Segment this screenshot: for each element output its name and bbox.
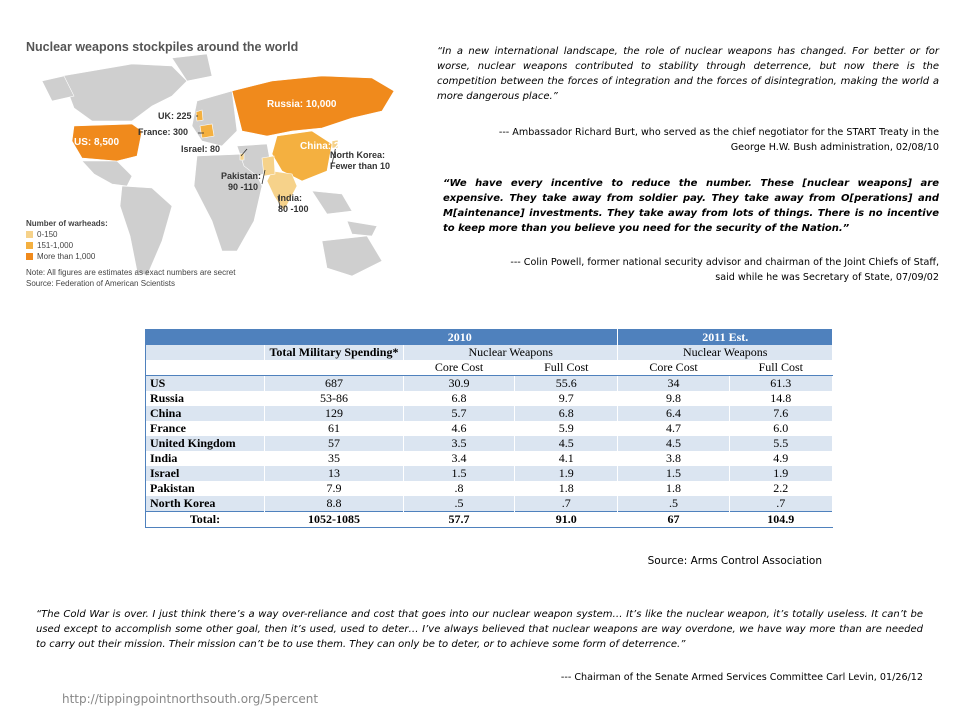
cell-core-2011: 9.8 [618, 391, 729, 406]
quote-levin: “The Cold War is over. I just think there’s a way over-reliance and cost that goes into our nuclear weapon system… It’s like the nuclear weapon, it’s totally useless. It can’t be used except to accomplish some other goal, then it’s used, used to deter… I’ve always believed that nuclear weapons are way overdone, we have way more than are needed to carry out their mission. Their mission can’t be to use them. They can only be to deter, or to achieve some form of deterrence.” [36, 609, 923, 650]
quote-burt: “In a new international landscape, the role of nuclear weapons has changed. For better or for worse, nuclear weapons contributed to stability through deterrence, but now there is the competition between the forces of integration and the forces of disintegration, making the world a more dangerous place.” [437, 46, 939, 102]
header-2011: 2011 Est. [618, 329, 833, 345]
cell-total-full-2011: 104.9 [729, 512, 832, 528]
legend-item-mid [26, 240, 108, 251]
map-south-america [120, 186, 172, 276]
cell-core-2011: 3.8 [618, 451, 729, 466]
header-total-military: Total Military Spending* [265, 345, 404, 360]
cell-core-2010: .8 [404, 481, 515, 496]
table-row [146, 466, 833, 481]
cell-military: 53-86 [265, 391, 404, 406]
table-row [146, 436, 833, 451]
cell-military: 13 [265, 466, 404, 481]
header-2010: 2010 [146, 329, 618, 345]
label-uk: UK: 225 [158, 111, 192, 121]
cell-country: Russia [146, 391, 265, 406]
map-title: Nuclear weapons stockpiles around the world [26, 40, 299, 54]
map-notes [26, 267, 235, 289]
legend-label-mid: 151-1,000 [37, 241, 74, 250]
cell-core-2011: 34 [618, 376, 729, 392]
header-blank-2 [146, 360, 265, 376]
cell-military: 57 [265, 436, 404, 451]
header-core-2011: Core Cost [618, 360, 729, 376]
label-us: US: 8,500 [74, 137, 120, 148]
table-row [146, 406, 833, 421]
label-france: France: 300 [138, 127, 189, 137]
map-mexico-central [82, 161, 132, 186]
map-israel [240, 153, 244, 160]
table-row [146, 496, 833, 512]
cell-full-2010: 1.8 [515, 481, 618, 496]
map-source: Source: Federation of American Scientists [26, 279, 175, 288]
cell-full-2011: 61.3 [729, 376, 832, 392]
cell-country: France [146, 421, 265, 436]
attribution-powell-line2: said while he was Secretary of State, 07/09/02 [715, 272, 939, 283]
cell-core-2010: 3.5 [404, 436, 515, 451]
table-row [146, 391, 833, 406]
legend-label-high: More than 1,000 [37, 252, 96, 261]
cell-military: 7.9 [265, 481, 404, 496]
cell-full-2011: 7.6 [729, 406, 832, 421]
cell-total-core-2010: 57.7 [404, 512, 515, 528]
cell-total-military: 1052-1085 [265, 512, 404, 528]
legend-label-low: 0-150 [37, 230, 58, 239]
map-australia [322, 236, 382, 276]
table-row [146, 376, 833, 392]
table-row [146, 481, 833, 496]
cell-full-2010: .7 [515, 496, 618, 512]
cell-full-2010: 4.5 [515, 436, 618, 451]
cell-core-2011: .5 [618, 496, 729, 512]
label-russia: Russia: 10,000 [267, 99, 337, 110]
cell-core-2011: 4.7 [618, 421, 729, 436]
cell-core-2011: 1.5 [618, 466, 729, 481]
label-india-1: India: [278, 193, 302, 203]
table-body [146, 376, 833, 512]
cell-military: 129 [265, 406, 404, 421]
map-legend [26, 218, 108, 262]
cell-country: Israel [146, 466, 265, 481]
cell-full-2011: 14.8 [729, 391, 832, 406]
header-full-2010: Full Cost [515, 360, 618, 376]
cell-core-2010: 3.4 [404, 451, 515, 466]
cell-military: 61 [265, 421, 404, 436]
cell-full-2010: 4.1 [515, 451, 618, 466]
cell-military: 35 [265, 451, 404, 466]
map-uk [196, 110, 203, 121]
cell-military: 687 [265, 376, 404, 392]
table-header-groups [146, 345, 833, 360]
cell-military: 8.8 [265, 496, 404, 512]
cell-full-2011: 1.9 [729, 466, 832, 481]
cell-country: Pakistan [146, 481, 265, 496]
attribution-burt-line1: --- Ambassador Richard Burt, who served as the chief negotiator for the START Treaty in the [498, 127, 939, 138]
cell-core-2010: 30.9 [404, 376, 515, 392]
quote-powell: “We have every incentive to reduce the number. These [nuclear weapons] are expensive. They take away from soldier pay. They take away from O[perations] and M[aintenance] investments. They take away from lots of things. There is no incentive to keep more than you believe you need for the security of the Nation.” [443, 178, 939, 234]
cell-country: North Korea [146, 496, 265, 512]
header-nuclear-2011: Nuclear Weapons [618, 345, 833, 360]
cell-total-full-2010: 91.0 [515, 512, 618, 528]
attribution-burt-line2: George H.W. Bush administration, 02/08/10 [730, 142, 939, 153]
legend-item-low [26, 229, 108, 240]
cell-full-2010: 1.9 [515, 466, 618, 481]
map-note: Note: All figures are estimates as exact numbers are secret [26, 268, 236, 277]
table-header-costs [146, 360, 833, 376]
label-pakistan-2: 90 -110 [228, 182, 259, 192]
table-row [146, 421, 833, 436]
cell-total-label: Total: [146, 512, 265, 528]
cell-full-2011: 2.2 [729, 481, 832, 496]
label-israel: Israel: 80 [181, 144, 221, 154]
legend-item-high [26, 251, 108, 262]
cell-core-2011: 1.8 [618, 481, 729, 496]
cell-total-core-2011: 67 [618, 512, 729, 528]
label-pakistan-1: Pakistan: [221, 171, 262, 181]
table-row [146, 451, 833, 466]
label-india-2: 80 -100 [278, 204, 309, 214]
map-se-asia [312, 191, 377, 236]
cell-full-2010: 5.9 [515, 421, 618, 436]
cell-full-2010: 6.8 [515, 406, 618, 421]
legend-title: Number of warheads: [26, 219, 108, 228]
cell-core-2010: 4.6 [404, 421, 515, 436]
cell-core-2010: 5.7 [404, 406, 515, 421]
cell-full-2011: .7 [729, 496, 832, 512]
cell-core-2010: 1.5 [404, 466, 515, 481]
label-north-korea-2: Fewer than 10 [330, 161, 391, 171]
label-china: China: 240 [300, 141, 351, 152]
attribution-powell [437, 255, 939, 285]
map-france [200, 124, 214, 138]
table-source: Source: Arms Control Association [647, 555, 822, 567]
cell-full-2010: 9.7 [515, 391, 618, 406]
cell-core-2011: 4.5 [618, 436, 729, 451]
cell-core-2010: 6.8 [404, 391, 515, 406]
legend-swatch-low [26, 231, 33, 238]
header-core-2010: Core Cost [404, 360, 515, 376]
header-nuclear-2010: Nuclear Weapons [404, 345, 618, 360]
nuclear-spending-table [145, 329, 833, 528]
header-blank [146, 345, 265, 360]
legend-swatch-mid [26, 242, 33, 249]
cell-country: US [146, 376, 265, 392]
table-total-row [146, 512, 833, 528]
cell-full-2010: 55.6 [515, 376, 618, 392]
cell-country: India [146, 451, 265, 466]
cell-full-2011: 6.0 [729, 421, 832, 436]
header-full-2011: Full Cost [729, 360, 832, 376]
cell-full-2011: 5.5 [729, 436, 832, 451]
nuclear-stockpile-map [22, 36, 402, 291]
footer-url[interactable]: http://tippingpointnorthsouth.org/5percent [62, 692, 319, 706]
header-blank-3 [265, 360, 404, 376]
table-header-years [146, 329, 833, 345]
legend-swatch-high [26, 253, 33, 260]
label-north-korea-1: North Korea: [330, 150, 386, 160]
attribution-burt [437, 125, 939, 155]
cell-core-2011: 6.4 [618, 406, 729, 421]
attribution-levin: --- Chairman of the Senate Armed Services Committee Carl Levin, 01/26/12 [560, 672, 923, 683]
cell-full-2011: 4.9 [729, 451, 832, 466]
cell-country: United Kingdom [146, 436, 265, 451]
cell-core-2010: .5 [404, 496, 515, 512]
attribution-powell-line1: --- Colin Powell, former national security advisor and chairman of the Joint Chiefs of Staff, [510, 257, 939, 268]
cell-country: China [146, 406, 265, 421]
